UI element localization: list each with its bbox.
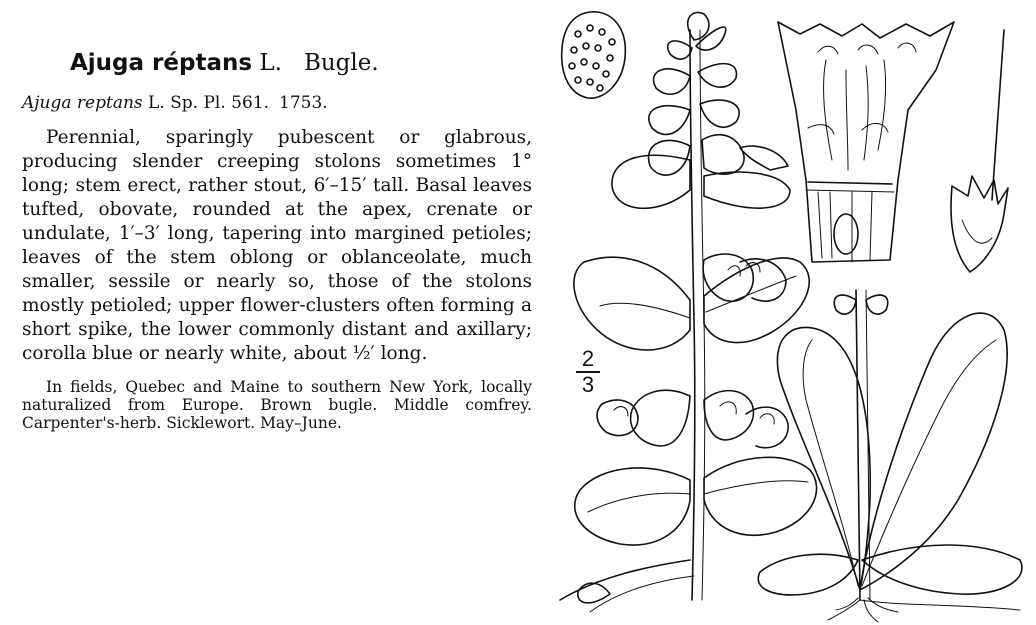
corolla-section-drawing bbox=[778, 22, 954, 262]
species-common-name: Bugle. bbox=[303, 50, 379, 76]
scale-numerator: 2 bbox=[576, 348, 600, 373]
plant-drawing bbox=[560, 12, 1022, 622]
species-description: Perennial, sparingly pubescent or glabrous, producing slender creeping stolons sometimes 1° long; stem erect, rather stout, 6′–15′ tall. Basal leaves tufted, obovate, rounded at the apex, crenate or undulate, 1′–3′ long, tapering into margined petioles; leaves of the stem oblong or oblanceolate, much smaller, sessile or nearly so, those of the stolons mostly petioled; upper flower-clusters often forming a short spike, the lower commonly distant and axillary; corolla blue or nearly white, about ½′ long. bbox=[22, 127, 532, 364]
scale-denominator: 3 bbox=[581, 372, 595, 397]
calyx-drawing bbox=[951, 30, 1008, 272]
nutlet-drawing bbox=[562, 12, 626, 98]
species-latin-name: Ajuga réptans bbox=[70, 50, 253, 76]
species-habitat: In fields, Quebec and Maine to southern New York, locally naturalized from Europe. Brown bugle. Middle comfrey. Carpenter's-herb. Sicklewort. May–June. bbox=[22, 378, 532, 432]
scale-fraction bbox=[576, 348, 600, 396]
species-author: L. bbox=[259, 50, 282, 76]
citation-year: 1753. bbox=[279, 93, 328, 113]
citation-name: Ajuga reptans bbox=[22, 93, 143, 113]
citation-reference: L. Sp. Pl. 561. bbox=[148, 93, 270, 113]
